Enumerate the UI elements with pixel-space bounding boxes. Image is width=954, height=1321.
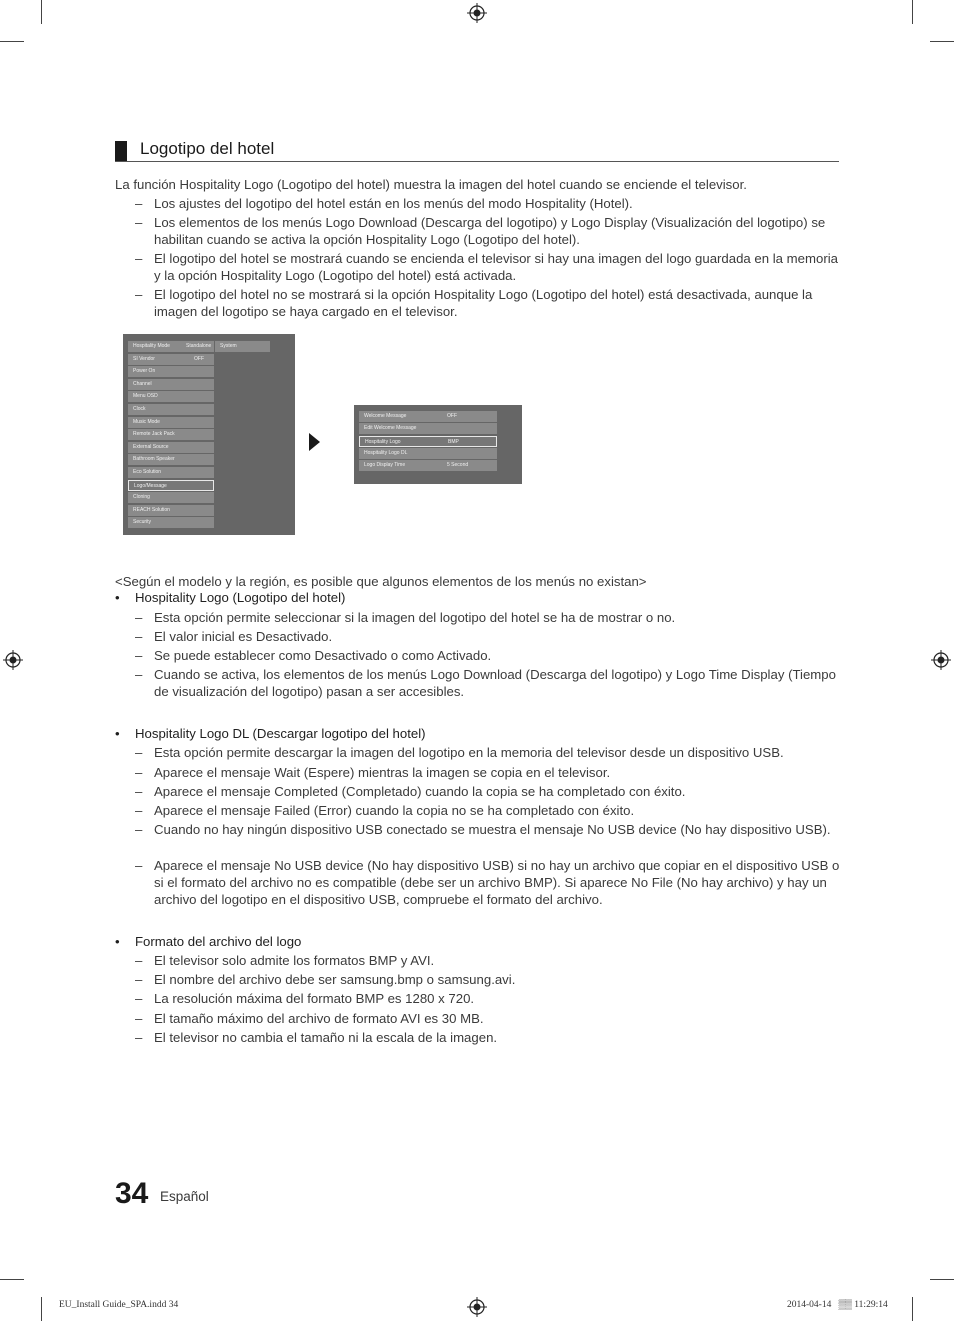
list-item: – Aparece el mensaje Failed (Error) cuando la copia no se ha completado con éxito. [135, 803, 635, 818]
sub-menu-item[interactable] [359, 423, 497, 434]
menu-item-label: REACH Solution [133, 506, 170, 513]
crop-mark [41, 1297, 42, 1321]
menu-item-label: External Source [133, 443, 169, 450]
main-menu-item[interactable] [128, 517, 214, 528]
main-menu-item[interactable] [128, 467, 214, 478]
menu-item-label: Hospitality Mode [133, 343, 170, 349]
main-menu-item[interactable] [128, 492, 214, 503]
menu-item-label: Menu OSD [133, 393, 158, 400]
footer-file: EU_Install Guide_SPA.indd 34 [59, 1300, 179, 1310]
crop-mark [930, 41, 954, 42]
main-menu-item[interactable] [128, 505, 214, 516]
sub-menu-item[interactable] [359, 448, 497, 459]
logo-message-menu-screen [354, 405, 522, 484]
menu-item-value: OFF [194, 355, 204, 362]
list-item: – Aparece el mensaje No USB device (No hay dispositivo USB) si no hay un archivo que copiar en el dispositivo USB o si el formato del archivo no es compatible (debe ser un archivo BMP). Si aparece No File (No hay archivo) y hay un archivo del logotipo en el dispositivo USB, compruebe el formato del archivo. [135, 858, 840, 907]
crop-mark [912, 1297, 913, 1321]
sub-menu-item[interactable] [359, 411, 497, 422]
list-item: – El nombre del archivo debe ser samsung.bmp o samsung.avi. [135, 972, 516, 987]
registration-mark-icon [3, 650, 23, 670]
main-menu-item[interactable] [128, 366, 214, 377]
menu-item-label: Clock [133, 406, 146, 412]
menu-item-label: Edit Welcome Message [364, 425, 417, 432]
arrow-right-icon [309, 433, 320, 451]
section-title: Logotipo del hotel [140, 139, 275, 158]
menu-item-label: Power On [133, 368, 156, 375]
menu-item-label: Hospitality Logo [365, 438, 401, 445]
sub-menu-item[interactable] [359, 436, 497, 447]
list-item: – La resolución máxima del formato BMP es 1280 x 720. [135, 991, 475, 1006]
page-language: Español [160, 1189, 209, 1204]
main-menu-item[interactable] [128, 391, 214, 402]
main-menu-item[interactable] [128, 480, 214, 491]
crop-mark [930, 1279, 954, 1280]
bullet-heading: • Hospitality Logo DL (Descargar logotipo del hotel) [115, 726, 426, 741]
menu-item-label: Logo/Message [134, 482, 167, 489]
list-item: – Los elementos de los menús Logo Download (Descarga del logotipo) y Logo Display (Visualización del logotipo) se habilitan cuando se activa la opción Hospitality Logo (Logotipo del hotel). [135, 215, 826, 247]
sub-menu-item[interactable] [359, 460, 497, 471]
menu-item-label: Security [133, 519, 152, 526]
page-number: 34 [115, 1177, 149, 1210]
menu-item-label: Remote Jack Pack [133, 431, 175, 438]
main-menu-screen [123, 334, 295, 535]
main-menu-item[interactable] [128, 354, 214, 365]
list-item: – Aparece el mensaje Wait (Espere) mientras la imagen se copia en el televisor. [135, 765, 611, 780]
list-item: – Esta opción permite descargar la imagen del logotipo en la memoria del televisor desde un dispositivo USB. [135, 745, 784, 760]
main-menu-item[interactable] [128, 404, 214, 415]
main-menu-item[interactable] [128, 341, 214, 352]
list-item: – Esta opción permite seleccionar si la imagen del logotipo del hotel se ha de mostrar o no. [135, 610, 676, 625]
intro-paragraph: La función Hospitality Logo (Logotipo del hotel) muestra la imagen del hotel cuando se enciende el televisor. [115, 177, 747, 192]
list-item: – El valor inicial es Desactivado. [135, 629, 333, 644]
menu-item-label: Music Mode [133, 418, 160, 425]
menu-item-label: Logo Display Time [364, 462, 406, 469]
bullet-heading: • Hospitality Logo (Logotipo del hotel) [115, 590, 346, 605]
menu-item-label: Bathroom Speaker [133, 456, 175, 463]
list-item: – El televisor solo admite los formatos BMP y AVI. [135, 953, 435, 968]
menu-item-label: SI Vendor [133, 355, 155, 362]
main-menu-item[interactable] [128, 429, 214, 440]
list-item: – Cuando no hay ningún dispositivo USB conectado se muestra el mensaje No USB device (No hay dispositivo USB). [135, 822, 831, 837]
list-item: – Aparece el mensaje Completed (Completado) cuando la copia se ha completado con éxito. [135, 784, 686, 799]
main-menu-item[interactable] [128, 417, 214, 428]
crop-mark [912, 0, 913, 24]
main-menu-item[interactable] [128, 442, 214, 453]
menu-item-label: Eco Solution [133, 469, 162, 475]
main-menu-item[interactable] [128, 379, 214, 390]
menu-item-value: BMP [448, 438, 459, 445]
list-item: – El logotipo del hotel no se mostrará si la opción Hospitality Logo (Logotipo del hotel) está desactivada, aunque la imagen del logotipo se haya cargado en el televisor. [135, 287, 813, 319]
crop-mark [41, 0, 42, 24]
section-rule [115, 161, 839, 162]
registration-mark-icon [931, 650, 951, 670]
bullet-heading: • Formato del archivo del logo [115, 934, 302, 949]
menu-item-label: Hospitality Logo DL [364, 449, 408, 456]
menu-item-label: Channel [133, 380, 152, 387]
registration-mark-icon [467, 3, 487, 23]
list-item: – Los ajustes del logotipo del hotel están en los menús del modo Hospitality (Hotel). [135, 196, 633, 211]
menu-item-value: Standalone [186, 343, 212, 349]
section-marker [115, 141, 127, 162]
list-item: – El televisor no cambia el tamaño ni la escala de la imagen. [135, 1030, 498, 1045]
list-item: – Se puede establecer como Desactivado o como Activado. [135, 648, 492, 663]
menu-item-label: Cloning [133, 494, 150, 501]
menu-item-value: OFF [447, 413, 457, 419]
footer-date: 2014-04-14 ▒▒ 11:29:14 [787, 1300, 888, 1310]
menu-note: <Según el modelo y la región, es posible que algunos elementos de los menús no existan> [115, 574, 647, 589]
menu-tab-system[interactable]: System [215, 341, 270, 352]
crop-mark [0, 41, 24, 42]
crop-mark [0, 1279, 24, 1280]
registration-mark-icon [467, 1297, 487, 1317]
menu-item-label: Welcome Message [364, 413, 407, 419]
main-menu-item[interactable] [128, 454, 214, 465]
list-item: – El logotipo del hotel se mostrará cuando se encienda el televisor si hay una imagen del logo guardada en la memoria y la opción Hospitality Logo (Logotipo del hotel) está activada. [135, 251, 838, 283]
list-item: – Cuando se activa, los elementos de los menús Logo Download (Descarga del logotipo) y Logo Time Display (Tiempo de visualización del logotipo) pasan a ser accesibles. [135, 667, 836, 699]
list-item: – El tamaño máximo del archivo de formato AVI es 30 MB. [135, 1011, 484, 1026]
menu-item-value: 5 Second [447, 462, 469, 469]
